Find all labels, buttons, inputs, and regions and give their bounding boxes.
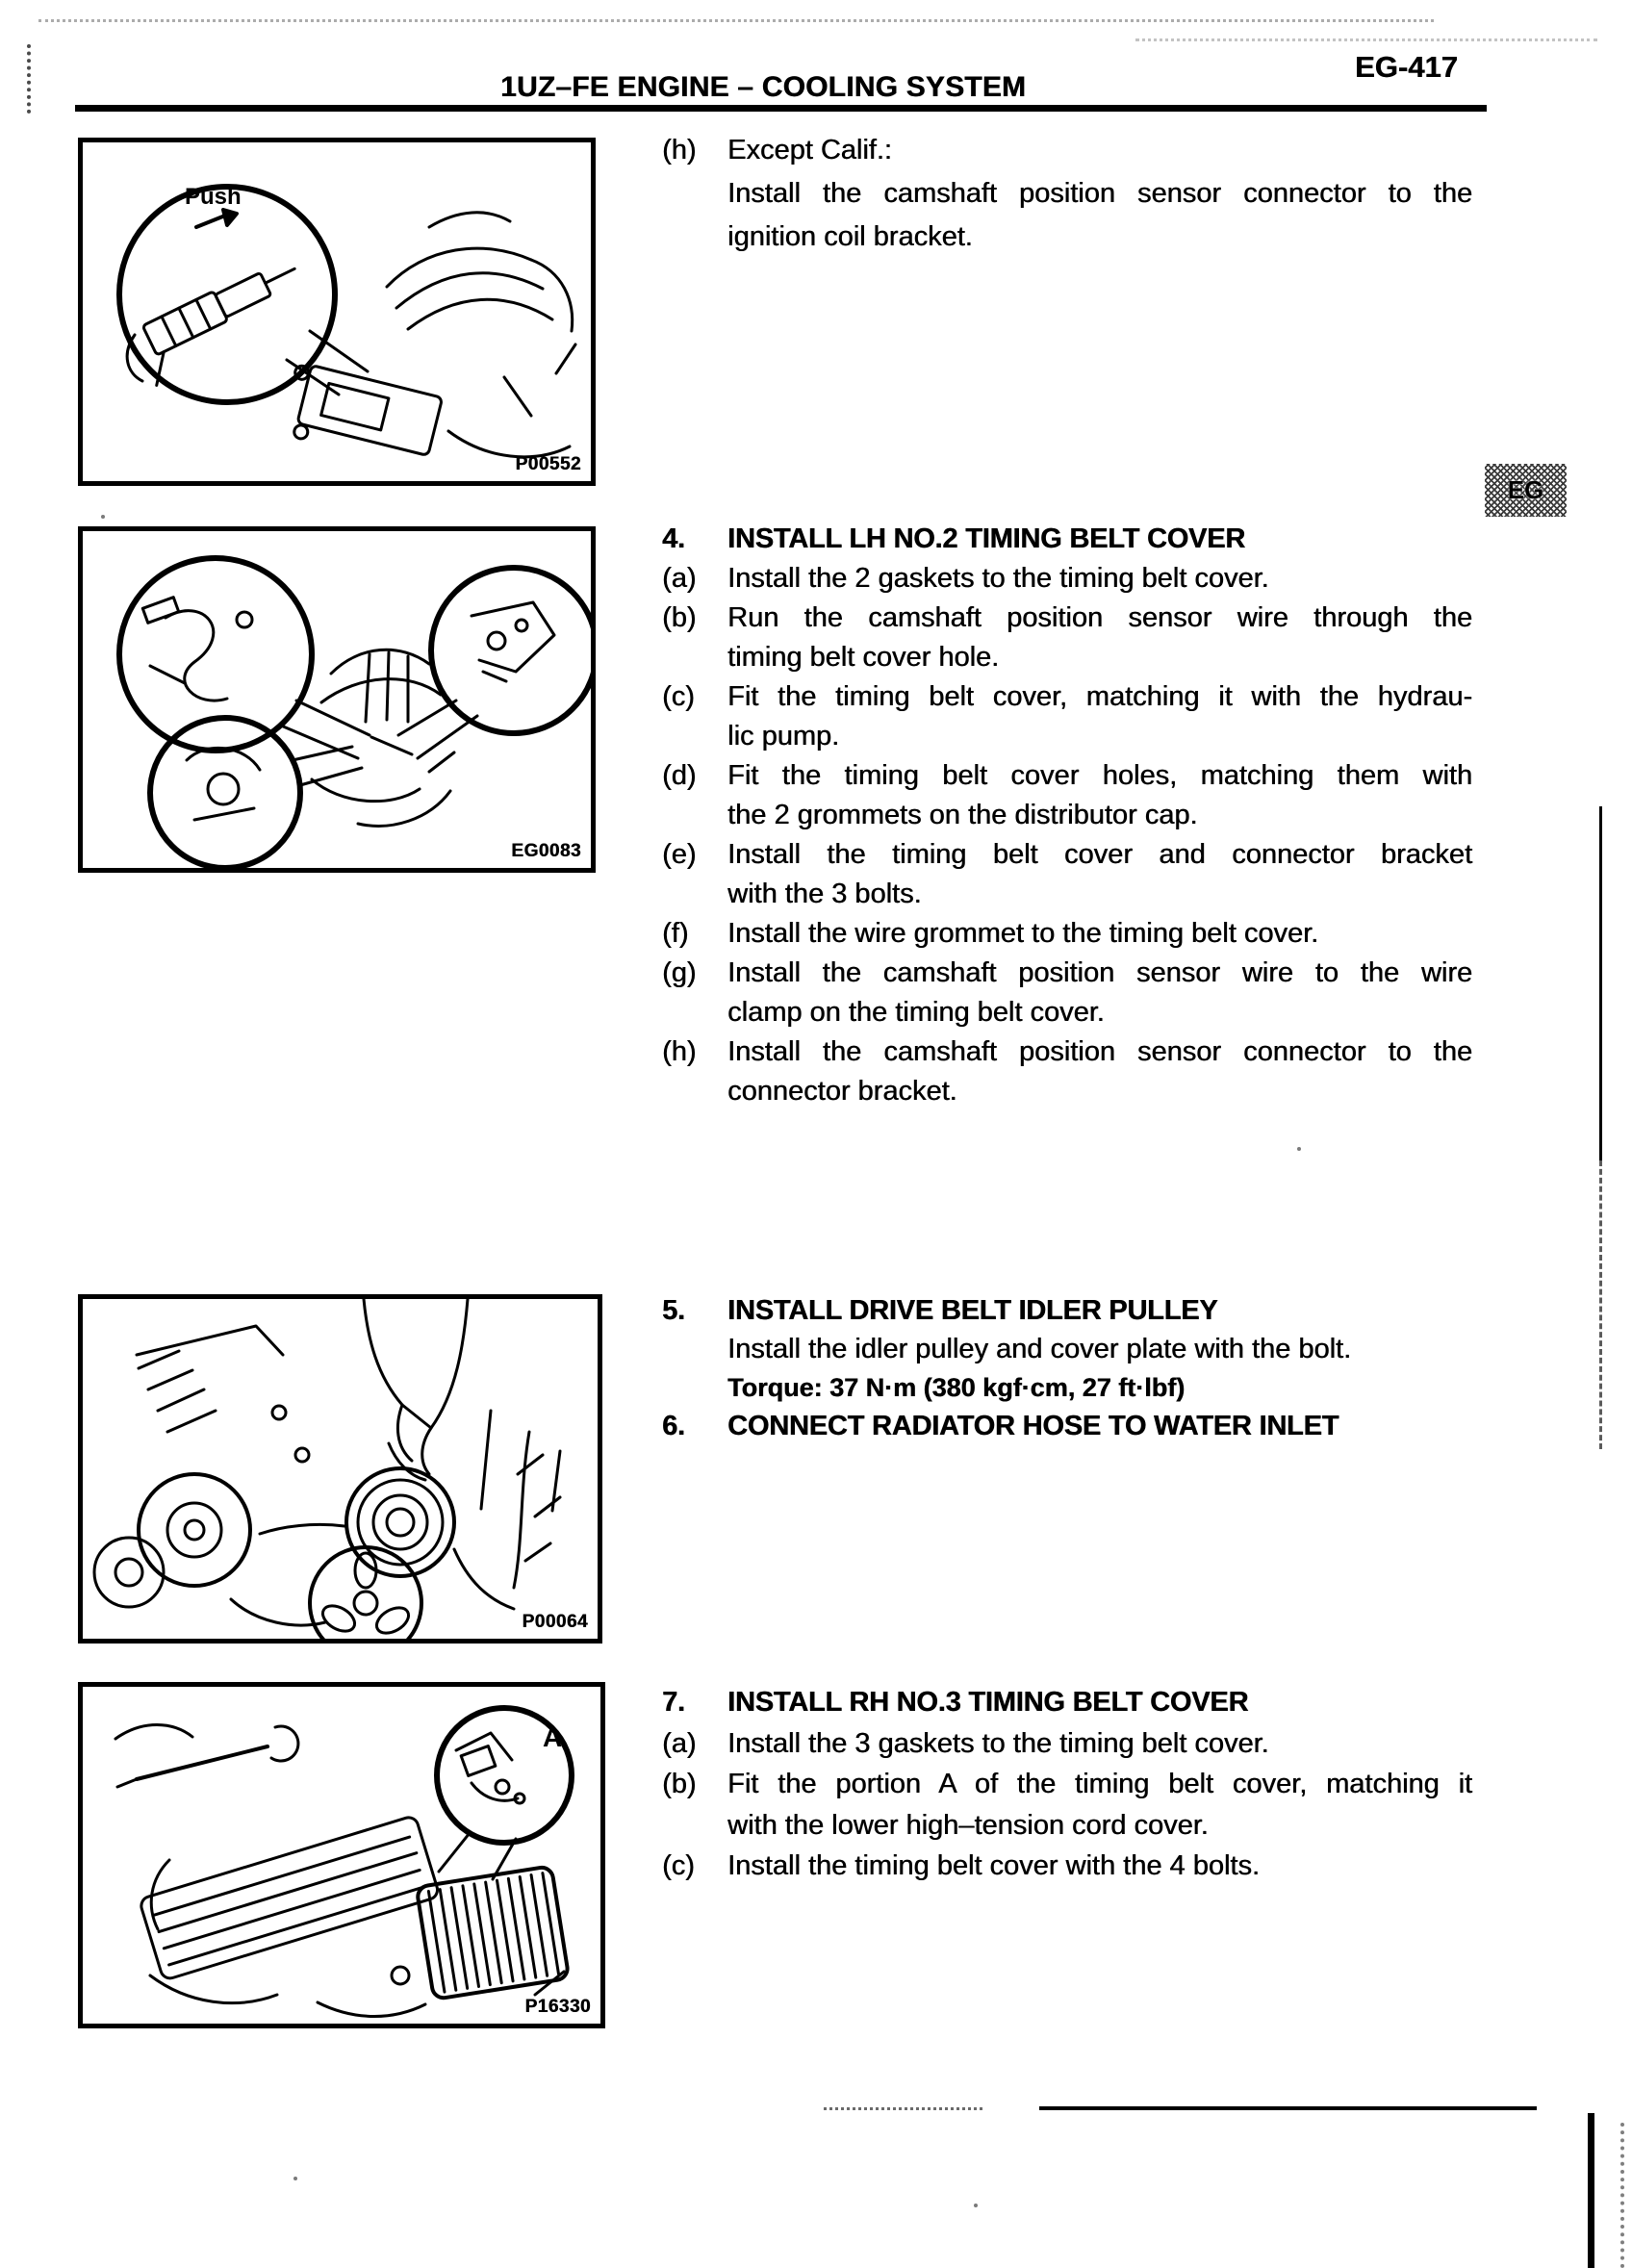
step-marker: (f)	[662, 918, 689, 949]
step-except-calif	[647, 129, 1472, 259]
timing-belt-cover-illustration	[83, 531, 591, 868]
step-row	[647, 835, 1472, 914]
step-marker: (c)	[662, 1850, 695, 1881]
step-marker: (a)	[662, 1727, 697, 1759]
page-title: 1UZ–FE ENGINE – COOLING SYSTEM	[500, 71, 1027, 103]
step-line: Install the 2 gaskets to the timing belt cover.	[727, 563, 1269, 594]
step-marker: (d)	[662, 760, 697, 791]
step-row	[647, 954, 1472, 1032]
scan-speck	[974, 2204, 978, 2207]
step-marker: (c)	[662, 681, 695, 712]
step-row	[647, 1032, 1472, 1111]
step-line: Install the timing belt cover and connector bracket	[727, 839, 1472, 870]
step-text	[727, 1723, 1472, 1765]
step-text	[727, 1330, 1472, 1368]
step-row	[647, 1846, 1472, 1887]
scan-artifact-corner-dots	[1620, 2123, 1624, 2268]
rh-timing-cover-illustration	[83, 1687, 600, 2024]
step-marker: (h)	[662, 135, 697, 166]
header-rule	[75, 105, 1487, 112]
step-row	[647, 677, 1472, 756]
step-text	[727, 954, 1472, 1032]
step-line: timing belt cover hole.	[727, 642, 1000, 673]
figure-code: P00552	[515, 454, 581, 474]
figure-callout-push: Push	[185, 184, 242, 210]
step-line: Torque: 37 N·m (380 kgf·cm, 27 ft·lbf)	[727, 1373, 1186, 1402]
step-line: connector bracket.	[727, 1076, 957, 1107]
step-marker: (e)	[662, 839, 697, 870]
step-line: with the lower high–tension cord cover.	[727, 1809, 1209, 1841]
scan-artifact-top-right-dots	[1135, 38, 1597, 41]
step-row	[647, 1368, 1472, 1407]
step-text	[727, 914, 1472, 954]
step-line: clamp on the timing belt cover.	[727, 997, 1105, 1028]
step-row	[647, 599, 1472, 677]
figure-box-connector-push	[78, 138, 596, 486]
step-line: Install the idler pulley and cover plate with the bolt.	[727, 1334, 1352, 1364]
figure-code: EG0083	[511, 841, 581, 861]
step-text	[727, 756, 1472, 835]
eg-thumb-tab-label: EG	[1507, 475, 1544, 504]
step-line: Install the wire grommet to the timing belt cover.	[727, 918, 1319, 949]
figure-box-idler-pulley	[78, 1294, 602, 1644]
idler-pulley-illustration	[83, 1299, 598, 1639]
step-marker: (g)	[662, 957, 697, 988]
step-text	[727, 835, 1472, 914]
step-text	[727, 1764, 1472, 1846]
step-line: Install the timing belt cover with the 4 bolts.	[727, 1850, 1260, 1881]
step-text	[727, 1846, 1472, 1887]
engine-connector-illustration	[83, 142, 591, 481]
section-number: 7.	[662, 1687, 685, 1718]
figure-callout-a: A	[543, 1722, 563, 1752]
scan-artifact-top-dots	[38, 19, 1434, 22]
section-heading	[647, 1407, 1472, 1445]
figure-code: P16330	[524, 1997, 591, 2017]
section-title: INSTALL DRIVE BELT IDLER PULLEY	[727, 1295, 1218, 1326]
step-row	[647, 559, 1472, 599]
step-row	[647, 1764, 1472, 1846]
step-line: Install the camshaft position sensor wire to the wire	[727, 957, 1472, 988]
step-text	[727, 559, 1472, 599]
section-number: 4.	[662, 523, 685, 554]
step-marker	[662, 1368, 727, 1407]
step-line: Install the 3 gaskets to the timing belt cover.	[727, 1727, 1269, 1759]
section-title: CONNECT RADIATOR HOSE TO WATER INLET	[727, 1411, 1339, 1441]
step-text	[727, 1032, 1472, 1111]
figure-box-rh-cover-portion-a	[78, 1682, 605, 2028]
step-line: ignition coil bracket.	[727, 221, 973, 252]
step-row	[647, 129, 1472, 259]
step-line: lic pump.	[727, 721, 840, 752]
figure-box-timing-belt-cover-details	[78, 526, 596, 873]
scan-speck	[293, 2177, 297, 2180]
step-line: Fit the timing belt cover holes, matching them with	[727, 760, 1472, 791]
scan-artifact-right-dashes	[1599, 1160, 1602, 1449]
section-install-lh-no2-cover	[647, 520, 1472, 1111]
scan-artifact-bottom-dots	[824, 2107, 982, 2110]
scan-artifact-right-line	[1599, 806, 1602, 1160]
section-heading	[647, 520, 1472, 559]
step-line: Except Calif.:	[727, 135, 892, 166]
step-row	[647, 756, 1472, 835]
page-number: EG-417	[1355, 50, 1458, 84]
step-line: Install the camshaft position sensor connector to the	[727, 1036, 1472, 1067]
scan-speck	[101, 515, 105, 519]
step-line: the 2 grommets on the distributor cap.	[727, 800, 1198, 830]
scan-artifact-bottom-line	[1039, 2106, 1537, 2110]
scan-speck	[1297, 1147, 1301, 1151]
step-text	[727, 599, 1472, 677]
scan-artifact-corner-bar	[1588, 2113, 1594, 2268]
step-marker: (a)	[662, 563, 697, 594]
step-marker	[662, 1330, 727, 1368]
step-line: Fit the timing belt cover, matching it with the hydrau-	[727, 681, 1472, 712]
eg-thumb-tab	[1485, 464, 1567, 517]
section-title: INSTALL LH NO.2 TIMING BELT COVER	[727, 523, 1245, 554]
step-marker: (b)	[662, 602, 697, 633]
figure-code: P00064	[522, 1612, 588, 1632]
step-row	[647, 914, 1472, 954]
step-marker: (b)	[662, 1769, 697, 1799]
step-row	[647, 1723, 1472, 1765]
section-install-rh-no3-cover	[647, 1682, 1472, 1887]
step-marker: (h)	[662, 1036, 697, 1067]
step-line: with the 3 bolts.	[727, 879, 922, 909]
step-text	[727, 1368, 1472, 1407]
section-heading	[647, 1291, 1472, 1330]
step-line: Install the camshaft position sensor connector to the	[727, 178, 1472, 209]
section-idler-pulley-and-radiator-hose	[647, 1291, 1472, 1445]
scan-artifact-left-dots	[27, 44, 31, 114]
section-heading	[647, 1682, 1472, 1723]
step-text	[727, 129, 1472, 259]
section-number: 5.	[662, 1295, 685, 1326]
step-line: Run the camshaft position sensor wire through the	[727, 602, 1472, 633]
step-row	[647, 1330, 1472, 1368]
step-text	[727, 677, 1472, 756]
section-title: INSTALL RH NO.3 TIMING BELT COVER	[727, 1687, 1249, 1718]
step-line: Fit the portion A of the timing belt cover, matching it	[727, 1769, 1472, 1799]
section-number: 6.	[662, 1411, 685, 1441]
